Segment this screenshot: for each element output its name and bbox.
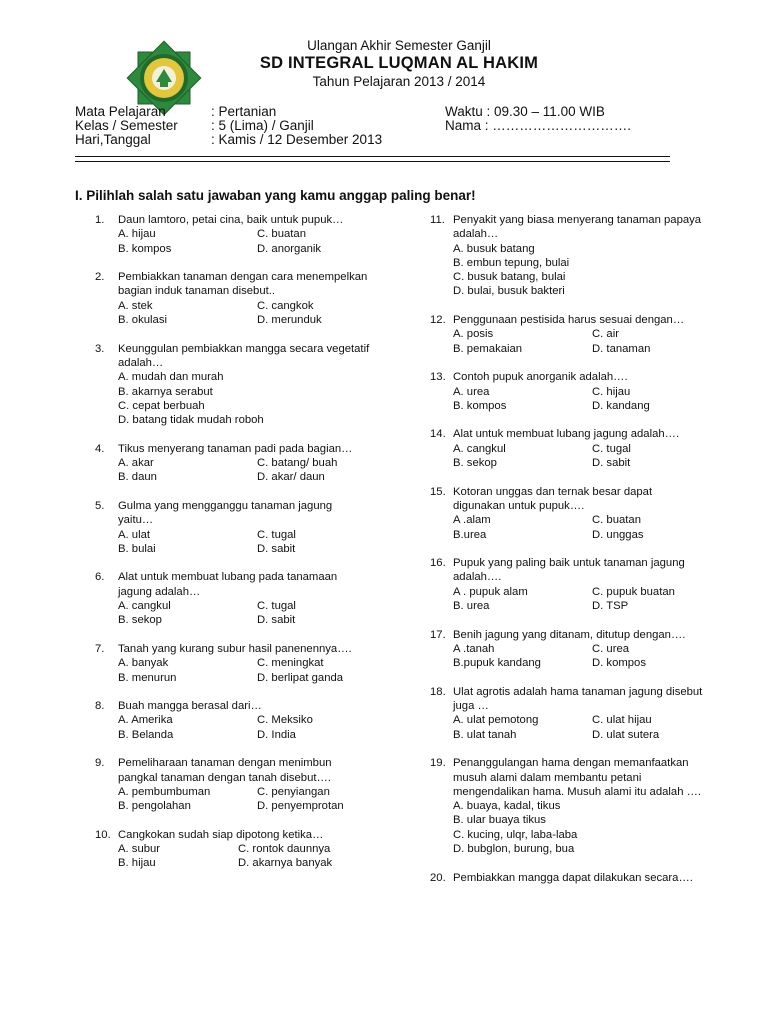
section-title: I. Pilihlah salah satu jawaban yang kamu anggap paling benar! [75, 188, 476, 203]
name-field: Nama : …………………………. [445, 118, 632, 133]
answer-options [118, 599, 370, 628]
header-divider-bottom [75, 161, 670, 162]
question-item [95, 756, 370, 813]
question-number: 8. [95, 700, 105, 713]
question-number: 17. [430, 628, 446, 641]
question-text: Cangkokan sudah siap dipotong ketika… [118, 828, 324, 841]
answer-option: C. ulat hijau [592, 714, 652, 727]
question-item [95, 642, 370, 685]
answer-option: B. embun tepung, bulai [453, 256, 570, 269]
question-number: 6. [95, 571, 105, 584]
answer-option: A .alam [453, 514, 491, 527]
answer-option: A. urea [453, 385, 490, 398]
answer-options [118, 227, 370, 256]
question-item [430, 628, 705, 671]
answer-option: B. okulasi [118, 314, 167, 327]
answer-option: A. banyak [118, 657, 169, 670]
question-number: 20. [430, 871, 446, 884]
answer-option: B. sekop [118, 614, 162, 627]
answer-option: A. ulat pemotong [453, 714, 539, 727]
question-text: Penanggulangan hama dengan memanfaatkan musuh alami dalam membantu petani mengendalikan hama. Musuh alami itu adalah …. [453, 757, 702, 798]
answer-option: C. buatan [257, 228, 306, 241]
answer-option: C. kucing, ulqr, laba-laba [453, 828, 578, 841]
answer-option: B.urea [453, 528, 487, 541]
question-number: 11. [430, 214, 445, 226]
answer-option: B. ular buaya tikus [453, 814, 546, 827]
answer-option: D. unggas [592, 528, 644, 541]
question-number: 18. [430, 685, 446, 698]
question-item [430, 685, 705, 742]
answer-option: B. kompos [118, 242, 172, 255]
question-item [430, 427, 705, 470]
question-text: Kotoran unggas dan ternak besar dapat digunakan untuk pupuk…. [453, 485, 653, 512]
answer-option: B. Belanda [118, 728, 174, 741]
answer-option: A. stek [118, 299, 153, 312]
answer-option: C. cepat berbuah [118, 399, 205, 412]
answer-option: B. bulai [118, 542, 156, 555]
answer-option: D. penyemprotan [257, 800, 344, 813]
question-number: 15. [430, 485, 446, 498]
question-text: Gulma yang mengganggu tanaman jagung yaitu… [118, 499, 333, 527]
answer-option: B. akarnya serabut [118, 385, 213, 398]
answer-option: B. daun [118, 471, 157, 484]
question-item [95, 699, 370, 742]
question-item [95, 213, 370, 256]
answer-options [118, 842, 370, 871]
answer-option: D. merunduk [257, 314, 322, 327]
question-text: Pupuk yang paling baik untuk tanaman jagung adalah…. [453, 557, 685, 584]
school-name: SD INTEGRAL LUQMAN AL HAKIM [259, 54, 539, 72]
answer-option: B. hijau [118, 857, 156, 870]
answer-options [453, 327, 705, 356]
question-item [95, 499, 370, 556]
answer-option: B. sekop [453, 457, 497, 470]
class-label: Kelas / Semester [75, 118, 178, 133]
class-value: : 5 (Lima) / Ganjil [211, 118, 314, 133]
answer-options [118, 785, 370, 814]
question-number: 3. [95, 342, 105, 355]
answer-options [453, 642, 705, 671]
answer-option: A . pupuk alam [453, 585, 528, 598]
question-item [95, 270, 370, 327]
answer-option: C. buatan [592, 514, 641, 527]
question-text: Penggunaan pestisida harus sesuai dengan… [453, 314, 685, 327]
answer-option: D. tanaman [592, 342, 651, 355]
answer-option: A. akar [118, 457, 154, 470]
question-text: Pembiakkan tanaman dengan cara menempelkan bagian induk tanaman disebut.. [118, 271, 368, 298]
answer-option: D. batang tidak mudah roboh [118, 414, 264, 427]
answer-options [453, 442, 705, 471]
question-item [430, 485, 705, 542]
answer-option: C. urea [592, 642, 630, 655]
answer-option: C. tugal [257, 600, 296, 613]
answer-options [118, 656, 370, 685]
question-number: 16. [430, 557, 446, 570]
answer-option: D. bubglon, burung, bua [453, 843, 575, 856]
answer-option: D. sabit [592, 457, 631, 470]
answer-option: A. mudah dan murah [118, 371, 224, 384]
date-value: : Kamis / 12 Desember 2013 [211, 132, 383, 147]
question-number: 12. [430, 314, 446, 327]
question-number: 1. [95, 214, 105, 226]
answer-option: B. menurun [118, 671, 177, 684]
question-item [95, 442, 370, 485]
answer-options [118, 456, 370, 485]
answer-option: C. cangkok [257, 299, 314, 312]
answer-option: C. hijau [592, 385, 631, 398]
question-text: Pemeliharaan tanaman dengan menimbun pangkal tanaman dengan tanah disebut…. [118, 757, 332, 784]
answer-options [430, 799, 705, 856]
left-question-column [95, 213, 370, 885]
answer-option: A. ulat [118, 528, 151, 541]
right-question-column [430, 213, 705, 899]
question-number: 19. [430, 757, 446, 770]
answer-option: B. pengolahan [118, 800, 191, 813]
academic-year: Tahun Pelajaran 2013 / 2014 [312, 74, 486, 89]
answer-option: A .tanah [453, 642, 495, 655]
question-item [95, 342, 370, 428]
question-item [95, 570, 370, 627]
answer-option: D. India [257, 728, 296, 741]
answer-options [453, 585, 705, 614]
question-text: Tikus menyerang tanaman padi pada bagian… [118, 442, 353, 455]
answer-option: D. akarnya banyak [238, 857, 333, 870]
answer-option: C. Meksiko [257, 714, 313, 727]
answer-option: C. meningkat [257, 657, 324, 670]
question-text: Benih jagung yang ditanam, ditutup dengan…. [453, 628, 686, 641]
answer-option: C. rontok daunnya [238, 843, 331, 856]
question-item [95, 828, 370, 871]
answer-option: C. penyiangan [257, 785, 330, 798]
question-number: 13. [430, 371, 446, 384]
question-text: Buah mangga berasal dari… [118, 700, 262, 713]
answer-option: B. pemakaian [453, 342, 523, 355]
answer-option: A. subur [118, 843, 161, 856]
answer-option: A. hijau [118, 228, 156, 241]
date-label: Hari,Tanggal [75, 132, 151, 147]
answer-option: D. kandang [592, 399, 650, 412]
question-text: Contoh pupuk anorganik adalah…. [453, 371, 628, 384]
header-divider-top [75, 156, 670, 157]
subject-label: Mata Pelajaran [75, 104, 166, 119]
question-text: Alat untuk membuat lubang pada tanamaan jagung adalah… [118, 571, 338, 598]
answer-options [453, 513, 705, 542]
answer-option: C. air [592, 328, 619, 341]
question-item [430, 370, 705, 413]
question-number: 9. [95, 757, 105, 770]
answer-option: C. tugal [257, 528, 296, 541]
question-text: Alat untuk membuat lubang jagung adalah…. [453, 428, 680, 441]
answer-option: D. kompos [592, 657, 646, 670]
answer-option: A. posis [453, 328, 494, 341]
answer-option: C. batang/ buah [257, 457, 338, 470]
answer-option: A. busuk batang [453, 242, 535, 255]
answer-option: D. anorganik [257, 242, 322, 255]
answer-option: A. buaya, kadal, tikus [453, 800, 561, 813]
answer-option: D. TSP [592, 600, 629, 613]
question-text: Pembiakkan mangga dapat dilakukan secara…. [453, 871, 693, 884]
subject-value: : Pertanian [211, 104, 277, 119]
question-item [430, 313, 705, 356]
answer-options [453, 713, 705, 742]
answer-options [430, 242, 705, 299]
answer-option: C. tugal [592, 442, 631, 455]
answer-options [95, 370, 370, 427]
question-item [430, 871, 705, 885]
question-number: 4. [95, 442, 105, 455]
answer-option: C. busuk batang, bulai [453, 271, 566, 284]
answer-options [453, 385, 705, 414]
answer-options [118, 299, 370, 328]
answer-option: A. cangkul [118, 600, 171, 613]
answer-option: D. berlipat ganda [257, 671, 344, 684]
answer-option: B. kompos [453, 399, 507, 412]
answer-options [118, 528, 370, 557]
question-number: 2. [95, 271, 105, 284]
answer-option: A. Amerika [118, 714, 173, 727]
answer-option: B. urea [453, 600, 490, 613]
answer-option: D. bulai, busuk bakteri [453, 285, 565, 298]
question-item [430, 556, 705, 613]
answer-option: B.pupuk kandang [453, 657, 541, 670]
question-item [430, 213, 705, 299]
question-text: Penyakit yang biasa menyerang tanaman papaya adalah… [453, 214, 702, 241]
answer-option: A. cangkul [453, 442, 506, 455]
question-text: Keunggulan pembiakkan mangga secara vegetatif adalah… [118, 342, 370, 369]
time-text: Waktu : 09.30 – 11.00 WIB [445, 104, 605, 119]
exam-title: Ulangan Akhir Semester Ganjil [307, 38, 491, 53]
answer-option: C. pupuk buatan [592, 585, 675, 598]
question-number: 5. [95, 499, 105, 512]
question-number: 7. [95, 642, 105, 655]
question-text: Daun lamtoro, petai cina, baik untuk pupuk… [118, 214, 344, 226]
answer-option: D. sabit [257, 542, 296, 555]
answer-option: B. ulat tanah [453, 728, 517, 741]
question-text: Tanah yang kurang subur hasil panenennya…. [118, 642, 352, 655]
answer-option: D. sabit [257, 614, 296, 627]
answer-option: D. akar/ daun [257, 471, 325, 484]
answer-option: A. pembumbuman [118, 785, 211, 798]
question-number: 14. [430, 428, 446, 441]
question-item [430, 756, 705, 856]
answer-options [118, 713, 370, 742]
answer-option: D. ulat sutera [592, 728, 660, 741]
question-number: 10. [95, 828, 111, 841]
question-text: Ulat agrotis adalah hama tanaman jagung disebut juga … [453, 685, 703, 713]
